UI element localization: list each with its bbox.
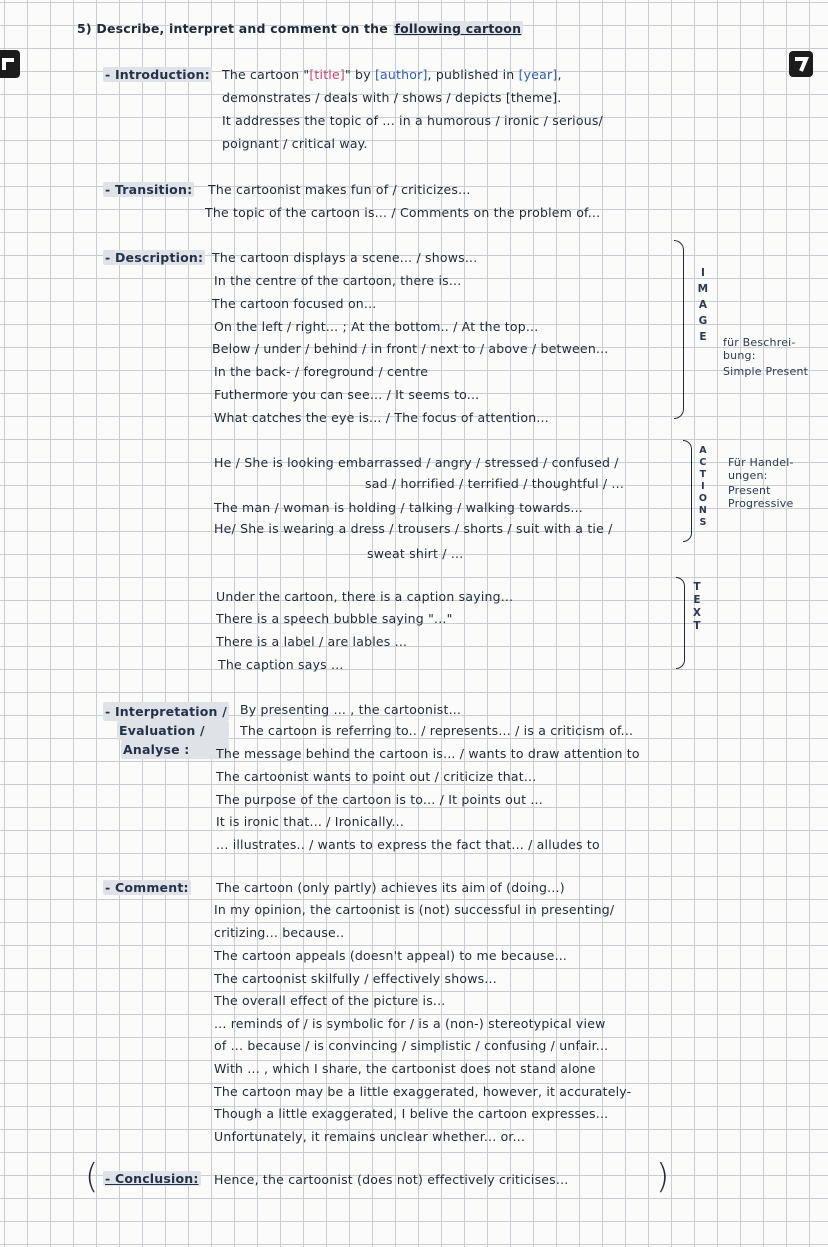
comment-line: Though a little exaggerated, I belive the cartoon expresses... xyxy=(214,1106,609,1121)
text-line: Under the cartoon, there is a caption saying... xyxy=(216,589,514,604)
comment-line: of ... because / is convincing / simplistic / confusing / unfair... xyxy=(214,1038,609,1053)
interpretation-line: It is ironic that... / Ironically... xyxy=(216,814,405,829)
corner-arrow-icon xyxy=(789,51,813,77)
text-side-label: T E X T xyxy=(692,581,702,632)
intro-author: [author] xyxy=(374,67,428,82)
corner-arrow-icon xyxy=(0,50,20,78)
heading-highlight: following cartoon xyxy=(394,21,522,36)
image-line: On the left / right... ; At the bottom.. / At the top... xyxy=(214,319,539,334)
image-line: Below / under / behind / in front / next to / above / between... xyxy=(212,341,609,356)
image-line: In the centre of the cartoon, there is... xyxy=(214,273,462,288)
comment-line: The cartoon (only partly) achieves its aim of (doing...) xyxy=(216,880,565,895)
interpretation-line: The cartoon is referring to.. / represents... / is a criticism of... xyxy=(240,723,634,738)
intro-line-2: demonstrates / deals with / shows / depicts [theme]. xyxy=(222,90,562,105)
actions-line: He/ She is wearing a dress / trousers / shorts / suit with a tie / xyxy=(214,521,613,536)
heading-prefix: 5) Describe, interpret and comment on the xyxy=(77,21,388,36)
image-line: What catches the eye is... / The focus of attention... xyxy=(214,410,549,425)
corner-marker-left xyxy=(0,50,20,78)
conclusion-label: - Conclusion: xyxy=(105,1171,199,1186)
intro-line-1: The cartoon "[title]" by [author], published in [year], xyxy=(222,67,562,82)
interpretation-line: The purpose of the cartoon is to... / It points out ... xyxy=(216,792,543,807)
actions-line: sad / horrified / terrified / thoughtful / ... xyxy=(365,476,625,491)
intro-line-4: poignant / critical way. xyxy=(222,136,368,151)
actions-line: The man / woman is holding / talking / walking towards... xyxy=(214,500,583,515)
page-heading xyxy=(77,21,523,36)
image-line: The cartoon displays a scene... / shows... xyxy=(212,250,478,265)
text-line: There is a label / are lables ... xyxy=(216,634,408,649)
conclusion-open-paren: ( xyxy=(85,1157,99,1197)
comment-label: - Comment: xyxy=(105,880,189,895)
comment-line: Unfortunately, it remains unclear whether... or... xyxy=(214,1129,526,1144)
comment-line: ... reminds of / is symbolic for / is a (non-) stereotypical view xyxy=(214,1016,606,1031)
transition-label: - Transition: xyxy=(105,182,193,197)
conclusion-text: Hence, the cartoonist (does not) effectively criticises... xyxy=(214,1172,569,1187)
text-line: The caption says ... xyxy=(218,657,344,672)
actions-side-label: A C T I O N S xyxy=(698,445,708,528)
conclusion-close-paren: ) xyxy=(656,1157,670,1197)
corner-marker-right xyxy=(789,51,813,77)
transition-line: The topic of the cartoon is... / Comments on the problem of... xyxy=(205,205,601,220)
transition-line: The cartoonist makes fun of / criticizes... xyxy=(208,182,471,197)
actions-brace xyxy=(683,440,692,542)
comment-line: critizing... because.. xyxy=(214,925,345,940)
text-brace xyxy=(676,577,685,669)
intro-line-3: It addresses the topic of ... in a humorous / ironic / serious/ xyxy=(222,113,603,128)
interpretation-line: The cartoonist wants to point out / criticize that... xyxy=(216,769,537,784)
actions-note: Für Handel- ungen: Present Progressive xyxy=(728,456,794,510)
interpretation-line: The message behind the cartoon is... / wants to draw attention to xyxy=(216,746,640,761)
comment-line: In my opinion, the cartoonist is (not) successful in presenting/ xyxy=(214,902,615,917)
image-line: Futhermore you can see... / It seems to... xyxy=(214,387,480,402)
intro-title: [title] xyxy=(309,67,345,82)
image-line: In the back- / foreground / centre xyxy=(214,364,429,379)
comment-line: The cartoonist skilfully / effectively shows... xyxy=(214,971,497,986)
comment-line: The cartoon may be a little exaggerated, however, it accurately- xyxy=(214,1084,632,1099)
comment-line: With ... , which I share, the cartoonist does not stand alone xyxy=(214,1061,596,1076)
interpretation-line: By presenting ... , the cartoonist... xyxy=(240,702,462,717)
intro-year: [year] xyxy=(518,67,558,82)
interpretation-label: - Interpretation / Evaluation / Analyse : xyxy=(105,704,227,757)
image-brace xyxy=(674,240,684,419)
image-note: für Beschrei- bung: Simple Present xyxy=(723,336,809,378)
image-side-label: I M A G E xyxy=(697,267,709,343)
intro-label: - Introduction: xyxy=(105,67,210,82)
image-line: The cartoon focused on... xyxy=(212,296,377,311)
description-label: - Description: xyxy=(105,250,204,265)
comment-line: The overall effect of the picture is... xyxy=(214,993,446,1008)
actions-line: He / She is looking embarrassed / angry / stressed / confused / xyxy=(214,455,619,470)
actions-line: sweat shirt / ... xyxy=(367,546,464,561)
comment-line: The cartoon appeals (doesn't appeal) to me because... xyxy=(214,948,568,963)
text-line: There is a speech bubble saying "..." xyxy=(216,611,453,626)
interpretation-line: ... illustrates.. / wants to express the fact that... / alludes to xyxy=(216,837,600,852)
